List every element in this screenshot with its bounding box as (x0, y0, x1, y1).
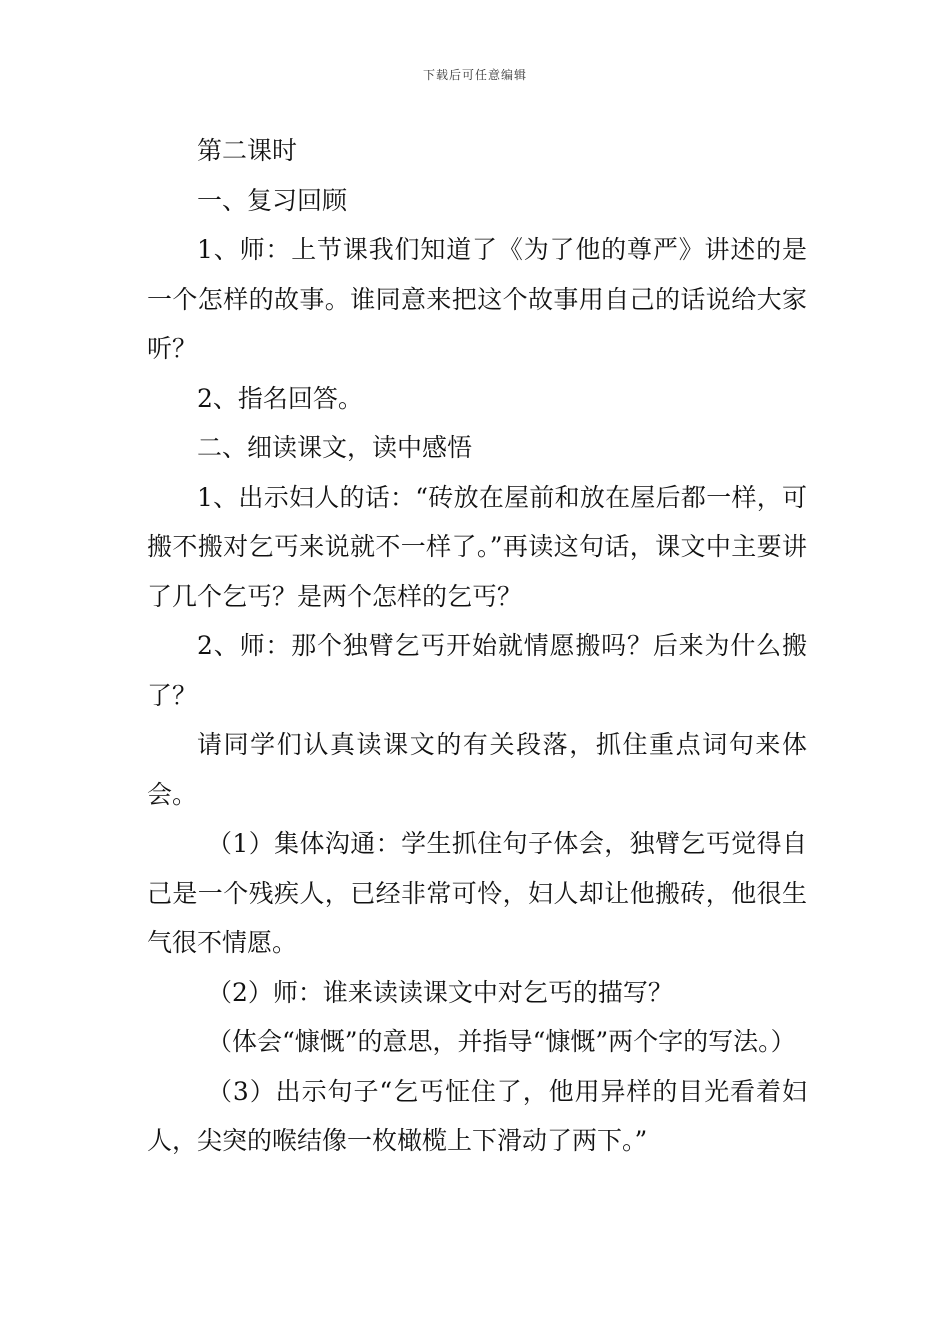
paragraph: 1、师：上节课我们知道了《为了他的尊严》讲述的是一个怎样的故事。谁同意来把这个故事用自己的话说给大家听？ (147, 235, 807, 363)
paragraph: 请同学们认真读课文的有关段落，抓住重点词句来体会。 (147, 730, 807, 809)
document-body (147, 126, 807, 1166)
paragraph: 2、师：那个独臂乞丐开始就情愿搬吗？后来为什么搬了？ (147, 631, 807, 710)
paragraph: （体会“慷慨”的意思，并指导“慷慨”两个字的写法。） (207, 1027, 796, 1056)
paragraph: （2）师：谁来读读课文中对乞丐的描写？ (207, 977, 673, 1007)
paragraph: 2、指名回答。 (197, 383, 363, 413)
section-heading-review: 一、复习回顾 (197, 185, 348, 215)
lesson-title: 第二课时 (197, 136, 298, 165)
header-note: 下载后可任意编辑 (422, 68, 527, 82)
paragraph: （3）出示句子“乞丐怔住了，他用异样的目光看着妇人，尖突的喉结像一枚橄榄上下滑动了两下。” (147, 1076, 807, 1155)
paragraph: 1、出示妇人的话：“砖放在屋前和放在屋后都一样，可搬不搬对乞丐来说就不一样了。”再读这句话，课文中主要讲了几个乞丐？是两个怎样的乞丐？ (147, 482, 807, 611)
section-heading-reading: 二、细读课文，读中感悟 (197, 433, 473, 462)
paragraph: （1）集体沟通：学生抓住句子体会，独臂乞丐觉得自己是一个残疾人，已经非常可怜，妇人却让他搬砖，他很生气很不情愿。 (147, 829, 807, 957)
